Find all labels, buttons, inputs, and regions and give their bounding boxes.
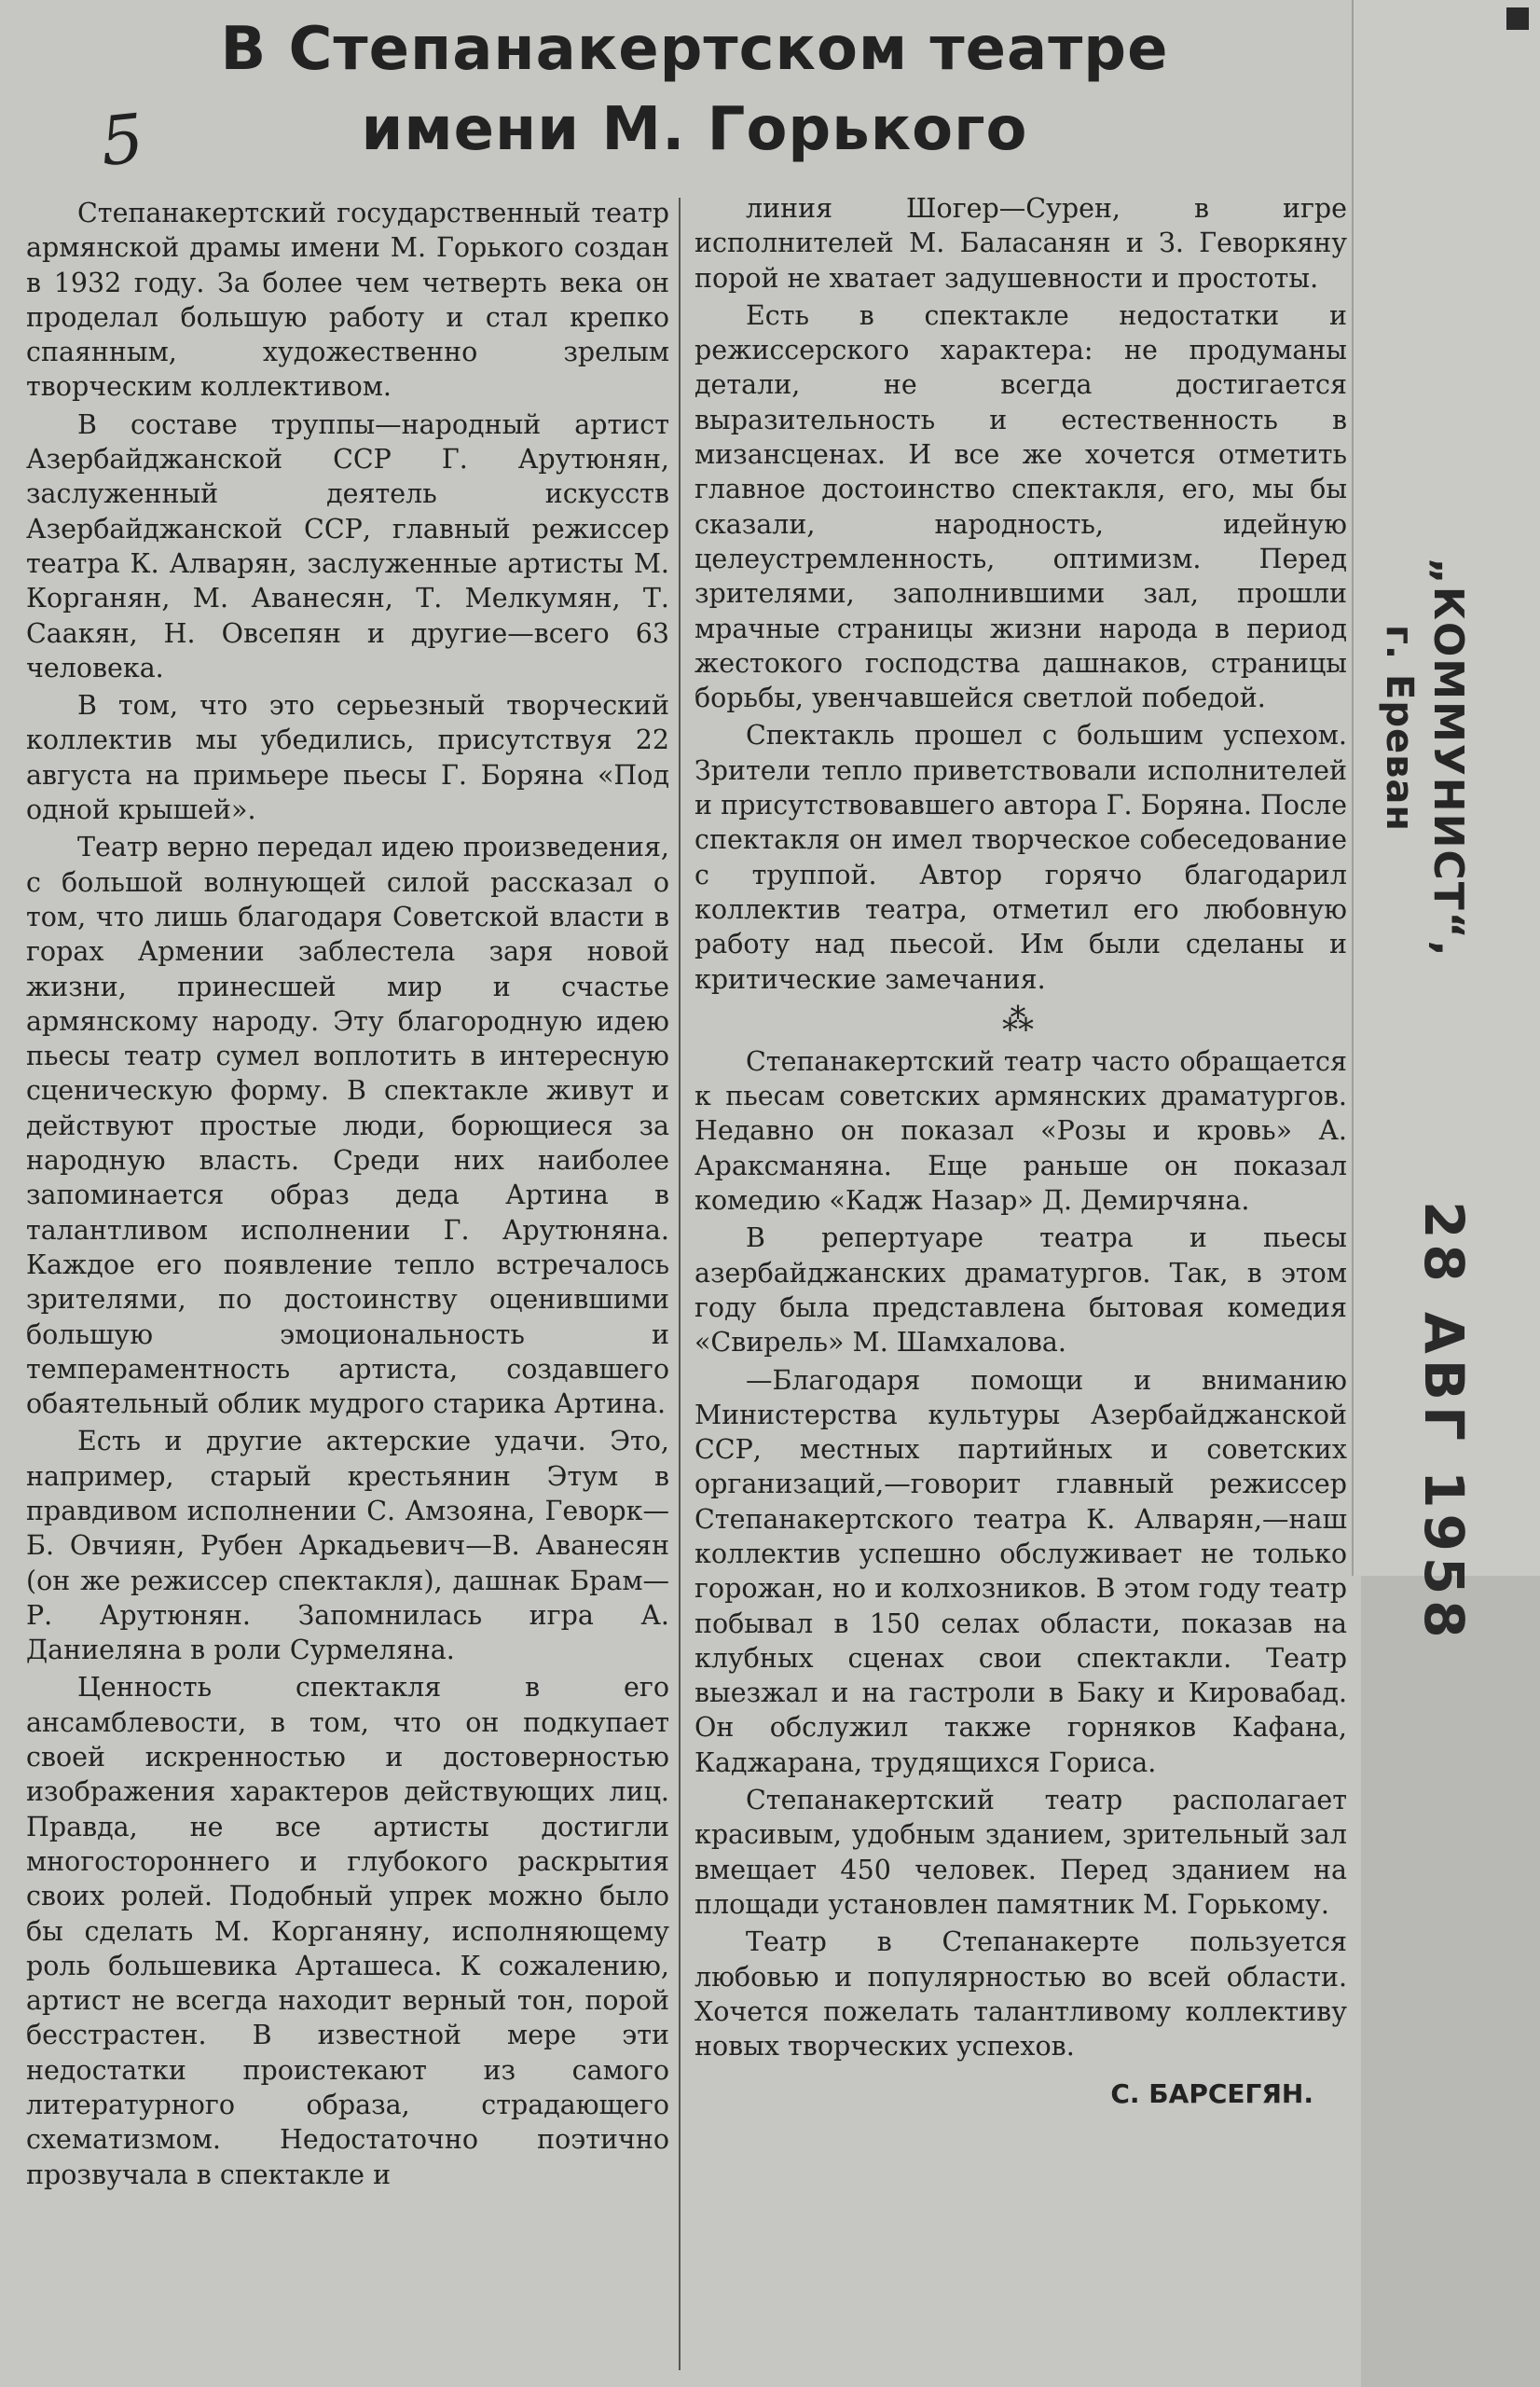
section-separator: ⁂ <box>1002 1000 1039 1039</box>
paragraph: Степанакертский государственный театр армянской драмы имени М. Горького создан в 1932 году. За более чем четверть века он проделал большую работу и стал крепко спаянным, художественно зрелым творческим коллективом. <box>26 198 669 403</box>
right-column <box>694 191 1347 2112</box>
paragraph: В составе труппы—народный артист Азербайджанской ССР Г. Арутюнян, заслуженный деятель искусств Азербайджанской ССР, главный режиссер театра К. Алварян, заслуженные артисты М. Корганян, М. Аванесян, Т. Мелкумян, Т. Саакян, Н. Овсепян и другие—всего 63 человека. <box>26 408 669 683</box>
margin-strip-lower <box>1361 1576 1540 2387</box>
paragraph: Театр в Степанакерте пользуется любовью и популярностью во всей области. Хочется пожелать талантливому коллективу новых творческих успехов. <box>694 1926 1347 2063</box>
author-signature: С. БАРСЕГЯН. <box>1110 2078 1313 2110</box>
paragraph: —Благодаря помощи и вниманию Министерства культуры Азербайджанской ССР, местных партийных и советских организаций,—говорит главный режиссер Степанакертского театра К. Алварян,—наш коллектив успешно обслуживает не только горожан, но и колхозников. В этом году театр побывал в 150 селах области, показав на клубных сценах свои спектакли. Театр выезжал и на гастроли в Баку и Кировабад. Он обслужил также горняков Кафана, Каджарана, трудящихся Гориса. <box>694 1364 1347 1778</box>
handwritten-mark: 5 <box>96 98 148 182</box>
date-stamp: 28 АВГ 1958 <box>1412 1201 1476 1644</box>
paragraph: В репертуаре театра и пьесы азербайджанских драматургов. Так, в этом году была представлена бытовая комедия «Свирель» М. Шамхалова. <box>694 1222 1347 1359</box>
article-headline <box>0 9 1389 170</box>
headline-line-2: имени М. Горького <box>361 95 1028 164</box>
paragraph: линия Шогер—Сурен, в игре исполнителей М. Баласанян и З. Геворкяну порой не хватает задушевности и простоты. <box>694 193 1347 294</box>
paragraph: В том, что это серьезный творческий коллектив мы убедились, присутствуя 22 августа на примьере пьесы Г. Боряна «Под одной крышей». <box>26 690 669 826</box>
left-column <box>26 196 669 2195</box>
corner-mark <box>1506 7 1529 30</box>
paragraph: Спектакль прошел с большим успехом. Зрители тепло приветствовали исполнителей и присутствовавшего автора Г. Боряна. После спектакля он имел творческое собеседование с труппой. Автор горячо благодарил коллектив театра, отметил его любовную работу над пьесой. Им были сделаны и критические замечания. <box>694 720 1347 995</box>
newspaper-name-stamp: „КОММУНИСТ“, <box>1424 558 1472 959</box>
paragraph: Ценность спектакля в его ансамблевости, в том, что он подкупает своей искренностью и достоверностью изображения характеров действующих лиц. Правда, не все артисты достигли многостороннего и глубокого раскрытия своих ролей. Подобный упрек можно было бы сделать М. Корганяну, исполняющему роль большевика Арташеса. К сожалению, артист не всегда находит верный тон, порой бесстрастен. В известной мере эти недостатки проистекают из самого литературного образа, страдающего схематизмом. Недостаточно поэтично прозвучала в спектакле и <box>26 1672 669 2190</box>
paragraph: Есть в спектакле недостатки и режиссерского характера: не продуманы детали, не всегда достигается выразительность и естественность в мизансценах. И все же хочется отметить главное достоинство спектакля, его, мы бы сказали, народность, идейную целеустремленность, оптимизм. Перед зрителями, заполнившими зал, прошли мрачные страницы жизни народа в период жестокого господства дашнаков, страницы борьбы, увенчавшейся светлой победой. <box>694 299 1347 714</box>
paragraph: Театр верно передал идею произведения, с большой волнующей силой рассказал о том, что лишь благодаря Советской власти в горах Армении заблестела заря новой жизни, принесшей мир и счастье армянскому народу. Эту благородную идею пьесы театр сумел воплотить в интересную сценическую форму. В спектакле живут и действуют простые люди, борющиеся за народную власть. Среди них наиболее запоминается образ деда Артина в талантливом исполнении Г. Арутюняна. Каждое его появление тепло встречалось зрителями, по достоинству оценившими большую эмоциональность и темпераментность артиста, создавшего обаятельный облик мудрого старика Артина. <box>26 832 669 1420</box>
city-stamp: г. Ереван <box>1378 625 1421 833</box>
paragraph: Степанакертский театр часто обращается к пьесам советских армянских драматургов. Недавно он показал «Розы и кровь» А. Араксманяна. Еще раньше он показал комедию «Кадж Назар» Д. Демирчяна. <box>694 1045 1347 1217</box>
column-divider <box>679 198 681 2370</box>
headline-line-1: В Степанакертском театре <box>220 15 1169 84</box>
paragraph: Степанакертский театр располагает красивым, удобным зданием, зрительный зал вмещает 450 человек. Перед зданием на площади установлен памятник М. Горькому. <box>694 1785 1347 1920</box>
paragraph: Есть и другие актерские удачи. Это, например, старый крестьянин Этум в правдивом исполнении С. Амзояна, Геворк—Б. Овчиян, Рубен Аркадьевич—В. Аванесян (он же режиссер спектакля), дашнак Брам—Р. Арутюнян. Запомнилась игра А. Даниеляна в роли Сурмеляна. <box>26 1426 669 1666</box>
